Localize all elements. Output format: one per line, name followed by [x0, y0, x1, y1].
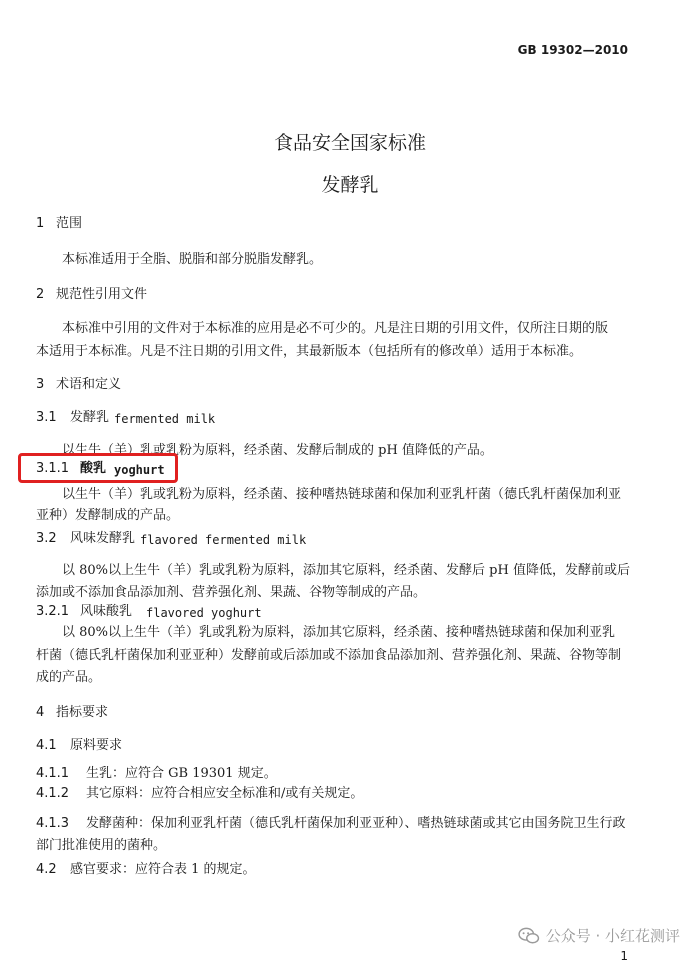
def-3-2-line-2: 添加或不添加食品添加剂、营养强化剂、果蔬、谷物等制成的产品。 — [36, 585, 427, 600]
wechat-icon — [518, 927, 540, 945]
def-3-2-english: flavored fermented milk — [140, 533, 307, 547]
def-3-2-1-line-2: 杆菌（德氏乳杆菌保加利亚亚种）发酵前或后添加或不添加食品添加剂、营养强化剂、果蔬、谷物等制 — [36, 648, 622, 663]
section-4-2-text: 感官要求：应符合表 1 的规定。 — [70, 862, 256, 877]
def-3-1-1-term: 酸乳 — [80, 461, 107, 476]
section-4-1-3-line-2: 部门批准使用的菌种。 — [36, 838, 167, 853]
watermark — [518, 925, 680, 946]
section-4-heading: 指标要求 — [56, 705, 109, 720]
section-4-1-1-number: 4.1.1 — [36, 766, 70, 781]
section-2-line-1: 本标准中引用的文件对于本标准的应用是必不可少的。凡是注日期的引用文件，仅所注日期的版 — [62, 321, 609, 336]
page-number: 1 — [620, 949, 628, 963]
section-3-number: 3 — [36, 377, 45, 392]
section-4-1-2-number: 4.1.2 — [36, 786, 70, 801]
def-3-2-1-line-1: 以 80%以上生牛（羊）乳或乳粉为原料，添加其它原料，经杀菌、接种嗜热链球菌和保加利亚乳 — [62, 625, 616, 640]
def-3-2-number: 3.2 — [36, 531, 57, 546]
section-2-heading: 规范性引用文件 — [56, 287, 148, 302]
def-3-2-1-number: 3.2.1 — [36, 604, 70, 619]
section-4-2-number: 4.2 — [36, 862, 57, 877]
section-4-1-3-number: 4.1.3 — [36, 816, 70, 831]
def-3-1-1-line-1: 以生牛（羊）乳或乳粉为原料，经杀菌、接种嗜热链球菌和保加利亚乳杆菌（德氏乳杆菌保加利亚 — [62, 487, 622, 502]
section-1-body: 本标准适用于全脂、脱脂和部分脱脂发酵乳。 — [62, 252, 323, 267]
def-3-1-1-number: 3.1.1 — [36, 461, 70, 476]
def-3-2-1-english: flavored yoghurt — [146, 606, 262, 620]
section-1-number: 1 — [36, 216, 45, 231]
section-4-1-1-text: 生乳：应符合 GB 19301 规定。 — [86, 766, 277, 781]
section-4-1-3-line-1: 发酵菌种：保加利亚乳杆菌（德氏乳杆菌保加利亚亚种）、嗜热链球菌或其它由国务院卫生行政 — [86, 816, 626, 831]
def-3-2-1-line-3: 成的产品。 — [36, 670, 102, 685]
def-3-1-1-line-2: 亚种）发酵制成的产品。 — [36, 508, 180, 523]
def-3-2-1-term: 风味酸乳 — [80, 604, 133, 619]
section-4-1-2-text: 其它原料：应符合相应安全标准和/或有关规定。 — [86, 786, 364, 801]
def-3-1-body: 以生牛（羊）乳或乳粉为原料，经杀菌、发酵后制成的 pH 值降低的产品。 — [62, 443, 493, 458]
standard-code: GB 19302—2010 — [517, 43, 628, 57]
section-2-line-2: 本适用于本标准。凡是不注日期的引用文件，其最新版本（包括所有的修改单）适用于本标准。 — [36, 344, 583, 359]
def-3-1-english: fermented milk — [114, 412, 216, 426]
def-3-1-1-english: yoghurt — [114, 463, 165, 477]
section-3-heading: 术语和定义 — [56, 377, 122, 392]
def-3-1-number: 3.1 — [36, 410, 57, 425]
section-4-number: 4 — [36, 705, 45, 720]
page-title: 食品安全国家标准 — [273, 132, 426, 154]
def-3-2-line-1: 以 80%以上生牛（羊）乳或乳粉为原料，添加其它原料，经杀菌、发酵后 pH 值降低，发酵前或后 — [62, 563, 630, 578]
section-4-1-heading: 原料要求 — [70, 738, 123, 753]
section-1-heading: 范围 — [56, 216, 83, 231]
def-3-1-term: 发酵乳 — [70, 410, 110, 425]
watermark-text: 公众号 · 小红花测评 — [545, 927, 680, 945]
page-subtitle: 发酵乳 — [321, 174, 379, 196]
def-3-2-term: 风味发酵乳 — [70, 531, 136, 546]
section-4-1-number: 4.1 — [36, 738, 57, 753]
section-2-number: 2 — [36, 287, 45, 302]
